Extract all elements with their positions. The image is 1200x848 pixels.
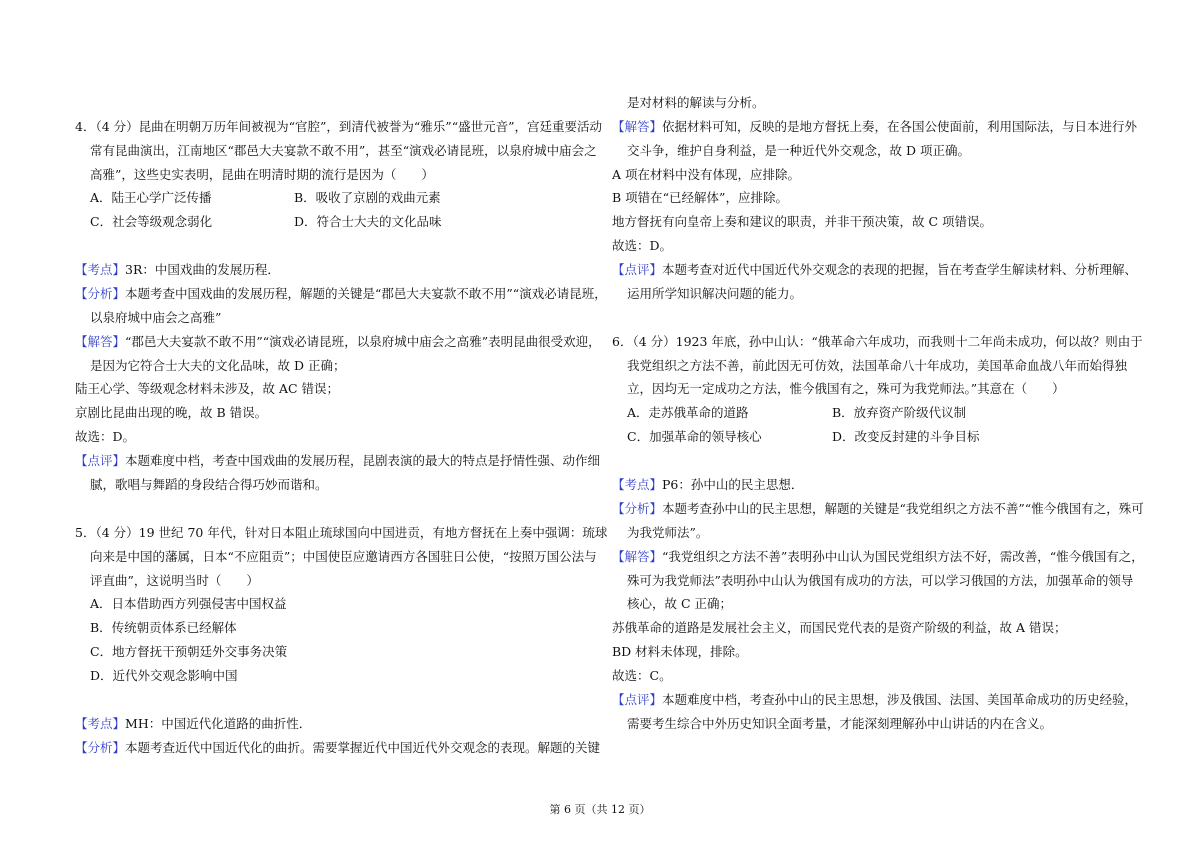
q5-stem-line-1: 5．（4 分）19 世纪 70 年代，针对日本阻止琉球国向中国进贡，有地方督抚在上奏中强调：琉球 [75,525,608,540]
q5-fenxi-cont: 是对材料的解读与分析。 [627,95,765,110]
dianping-label: 【点评】 [75,453,126,468]
q5-jieda [612,119,1137,135]
q4-extra-2: 京剧比昆曲出现的晚，故 B 错误。 [75,405,268,420]
q6-jieda-text-1: “我党组织之方法不善”表明孙中山认为国民党组织方法不好，需改善，“惟今俄国有之， [662,549,1144,564]
q4-option-a: A．陆王心学广泛传播 [90,190,212,205]
fenxi-label: 【分析】 [75,740,126,755]
q4-stem-line-2: 常有昆曲演出，江南地区“郡邑大夫宴款不敢不用”，甚至“演戏必请昆班，以泉府城中庙会之 [90,143,597,158]
q5-fenxi-text-1: 本题考查近代中国近代化的曲折。需要掌握近代中国近代外交观念的表现。解题的关键 [125,740,601,755]
q4-jieda-line-2: 是因为它符合士大夫的文化品味，故 D 正确； [90,358,346,373]
q4-extra-1: 陆王心学、等级观念材料未涉及，故 AC 错误； [75,381,340,396]
q5-kaodian-text: MH：中国近代化道路的曲折性． [125,716,312,731]
q6-dianping [612,692,1137,708]
q4-kaodian-text: 3R：中国戏曲的发展历程． [125,262,280,277]
jieda-label: 【解答】 [612,549,663,564]
q5-jieda-line-2: 交斗争，维护自身利益，是一种近代外交观念，故 D 项正确。 [627,143,970,158]
q4-kaodian [75,262,280,278]
q6-stem-line-2: 我党组织之方法不善，前此因无可仿效，法国革命八十年成功，美国革命血战八年而始得独 [627,358,1128,373]
fenxi-label: 【分析】 [612,501,663,516]
q6-kaodian [612,477,803,493]
kaodian-label: 【考点】 [612,477,663,492]
q4-fenxi-line-2: 以泉府城中庙会之高雅” [90,310,222,325]
q4-dianping-text-1: 本题难度中档，考查中国戏曲的发展历程，昆剧表演的最大的特点是抒情性强、动作细 [125,453,601,468]
q4-fenxi [75,286,607,302]
q5-option-a: A．日本借助西方列强侵害中国权益 [90,596,287,611]
q4-answer: 故选：D。 [75,429,136,444]
q6-option-b: B．放弃资产阶级代议制 [832,405,967,420]
q4-option-c: C．社会等级观念弱化 [90,214,213,229]
q4-fenxi-text-1: 本题考查中国戏曲的发展历程，解题的关键是“郡邑大夫宴款不敢不用”“演戏必请昆班， [125,286,607,301]
q4-stem-line-1: 4．（4 分）昆曲在明朝万历年间被视为“官腔”，到清代被誉为“雅乐”“盛世元音”，宫廷重要活动 [75,119,602,134]
q6-jieda [612,549,1144,565]
q4-stem-line-3: 高雅”，这些史实表明，昆曲在明清时期的流行是因为（ ） [90,167,434,182]
q5-option-d: D．近代外交观念影响中国 [90,668,238,683]
q5-extra-3: 地方督抚有向皇帝上奏和建议的职责，并非干预决策，故 C 项错误。 [612,214,993,229]
q6-fenxi-line-2: 为我党师法”。 [627,525,709,540]
q5-jieda-text-1: 依据材料可知，反映的是地方督抚上奏，在各国公使面前，利用国际法，与日本进行外 [662,119,1138,134]
q6-option-a: A．走苏俄革命的道路 [627,405,749,420]
q5-option-c: C．地方督抚干预朝廷外交事务决策 [90,644,288,659]
q6-jieda-line-2: 殊可为我党师法”表明孙中山认为俄国有成功的方法，可以学习俄国的方法，加强革命的领导 [627,573,1134,588]
q5-dianping [612,262,1137,278]
q5-kaodian [75,716,311,732]
q5-dianping-line-2: 运用所学知识解决问题的能力。 [627,286,803,301]
q6-option-d: D．改变反封建的斗争目标 [832,429,980,444]
page-number: 第 6 页（共 12 页） [549,803,651,816]
q5-extra-2: B 项错在“已经解体”，应排除。 [612,190,788,205]
q5-option-b: B．传统朝贡体系已经解体 [90,620,237,635]
q6-stem-line-1: 6．（4 分）1923 年底，孙中山认：“俄革命六年成功，而我则十二年尚未成功，何以故？则由于 [612,334,1143,349]
q5-stem-line-3: 评直曲”，这说明当时（ ） [90,573,259,588]
q4-option-b: B．吸收了京剧的戏曲元素 [294,190,441,205]
q6-fenxi-text-1: 本题考查孙中山的民主思想，解题的关键是“我党组织之方法不善”“惟今俄国有之，殊可 [662,501,1144,516]
jieda-label: 【解答】 [612,119,663,134]
q4-jieda-text-1: “郡邑大夫宴款不敢不用”“演戏必请昆班，以泉府城中庙会之高雅”表明昆曲很受欢迎， [125,334,601,349]
q6-extra-1: 苏俄革命的道路是发展社会主义，而国民党代表的是资产阶级的利益，故 A 错误； [612,620,1067,635]
kaodian-label: 【考点】 [75,262,126,277]
q5-answer: 故选：D。 [612,238,673,253]
q5-stem-line-2: 向来是中国的藩属，日本“不应阻贡”；中国使臣应邀请西方各国驻日公使，“按照万国公法与 [90,549,597,564]
q4-option-d: D．符合士大夫的文化品味 [294,214,442,229]
jieda-label: 【解答】 [75,334,126,349]
dianping-label: 【点评】 [612,692,663,707]
q5-extra-1: A 项在材料中没有体现，应排除。 [612,167,801,182]
q6-dianping-line-2: 需要考生综合中外历史知识全面考量，才能深刻理解孙中山讲话的内在含义。 [627,716,1053,731]
q6-stem-line-3: 立，因均无一定成功之方法，惟今俄国有之，殊可为我党师法。”其意在（ ） [627,381,1065,396]
q6-fenxi [612,501,1144,517]
q4-dianping [75,453,600,469]
q5-dianping-text-1: 本题考查对近代中国近代外交观念的表现的把握，旨在考查学生解读材料、分析理解、 [662,262,1138,277]
q4-jieda [75,334,601,350]
q6-kaodian-text: P6：孙中山的民主思想． [662,477,804,492]
q6-dianping-text-1: 本题难度中档，考查孙中山的民主思想，涉及俄国、法国、美国革命成功的历史经验， [662,692,1138,707]
kaodian-label: 【考点】 [75,716,126,731]
q4-dianping-line-2: 腻，歌唱与舞蹈的身段结合得巧妙而谐和。 [90,477,328,492]
dianping-label: 【点评】 [612,262,663,277]
q6-extra-2: BD 材料未体现，排除。 [612,644,748,659]
q6-answer: 故选：C。 [612,668,672,683]
fenxi-label: 【分析】 [75,286,126,301]
q5-fenxi [75,740,600,756]
q6-option-c: C．加强革命的领导核心 [627,429,762,444]
q6-jieda-line-3: 核心，故 C 正确； [627,596,733,611]
